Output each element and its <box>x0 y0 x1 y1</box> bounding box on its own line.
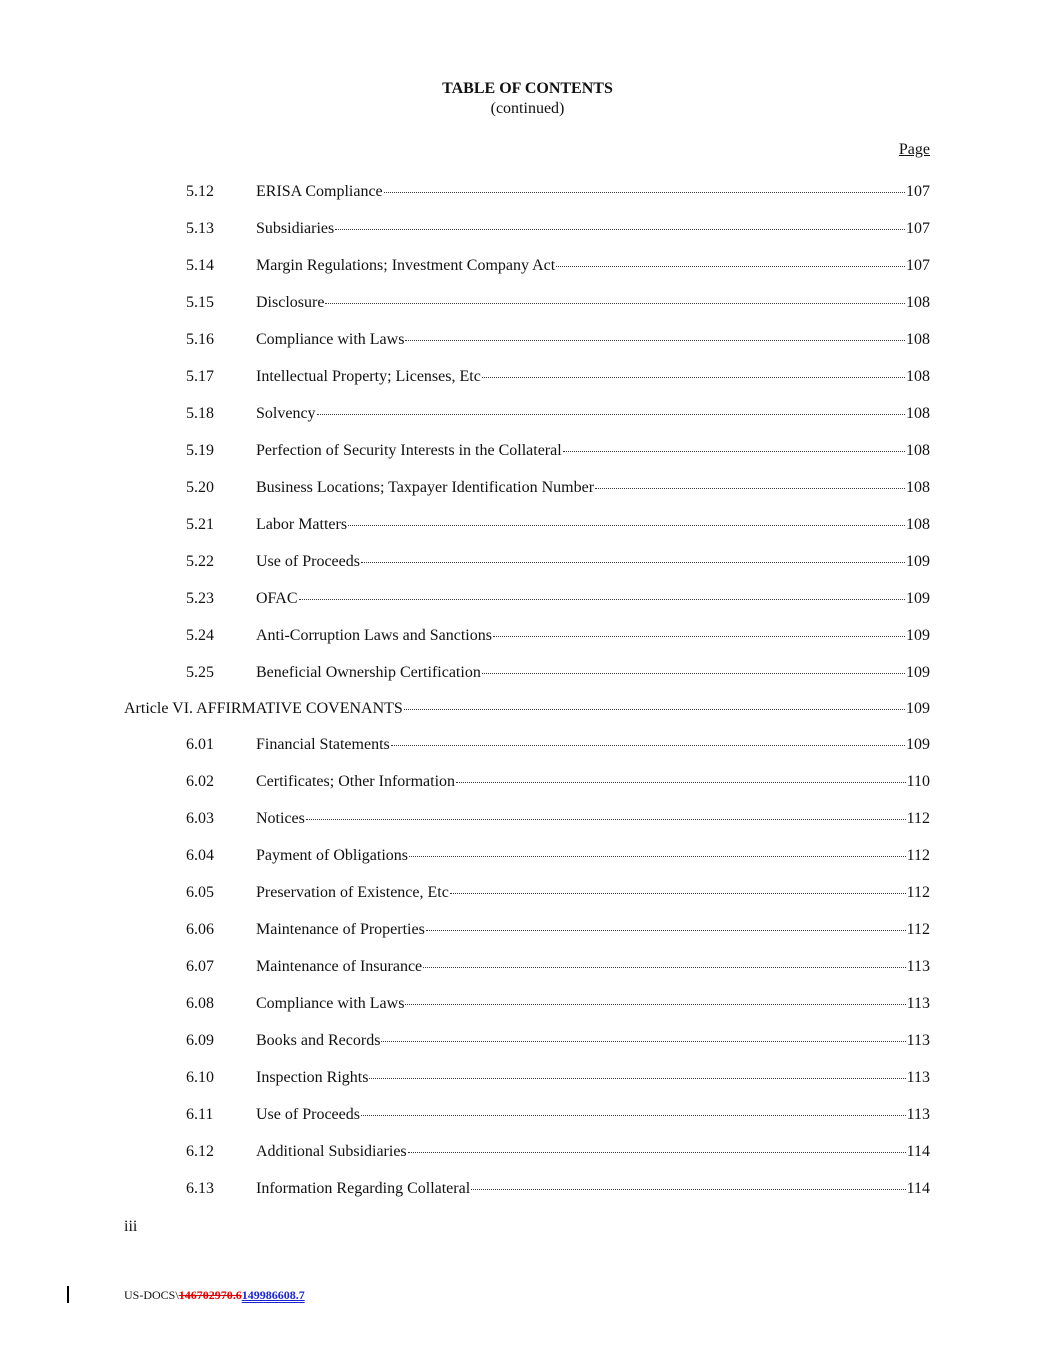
toc-line <box>256 405 930 423</box>
dot-leader <box>426 930 906 931</box>
toc-line <box>256 664 930 682</box>
dot-leader <box>405 340 905 341</box>
document-id <box>124 1288 305 1303</box>
page-number: iii <box>124 1218 138 1235</box>
section-number: 6.04 <box>186 847 214 864</box>
section-number: 5.16 <box>186 331 214 348</box>
toc-article-heading[interactable] <box>0 700 1055 722</box>
doc-id-prefix: US-DOCS\ <box>124 1288 179 1302</box>
dot-leader <box>563 451 905 452</box>
toc-entry[interactable] <box>0 553 1055 575</box>
section-page-number: 109 <box>906 736 930 753</box>
section-title: Preservation of Existence, Etc <box>256 884 449 901</box>
toc-line <box>256 257 930 275</box>
section-title: Disclosure <box>256 294 325 311</box>
toc-entry[interactable] <box>0 257 1055 279</box>
section-page-number: 108 <box>906 294 930 311</box>
section-page-number: 108 <box>906 442 930 459</box>
toc-entry[interactable] <box>0 590 1055 612</box>
doc-id-deleted: 146702970.6 <box>178 1288 242 1302</box>
section-page-number: 112 <box>906 810 930 827</box>
section-title: Certificates; Other Information <box>256 773 456 790</box>
toc-line <box>256 884 930 902</box>
toc-entry[interactable] <box>0 921 1055 943</box>
section-number: 6.10 <box>186 1069 214 1086</box>
section-page-number: 107 <box>906 257 930 274</box>
section-title: Compliance with Laws <box>256 331 405 348</box>
toc-entry[interactable] <box>0 627 1055 649</box>
toc-entry[interactable] <box>0 664 1055 686</box>
section-page-number: 110 <box>906 773 930 790</box>
toc-entry[interactable] <box>0 368 1055 390</box>
section-title: Financial Statements <box>256 736 390 753</box>
section-title: Solvency <box>256 405 316 422</box>
toc-line <box>256 294 930 312</box>
toc-subtitle: (continued) <box>490 100 565 117</box>
section-page-number: 113 <box>906 958 930 975</box>
dot-leader <box>493 636 905 637</box>
section-title: Compliance with Laws <box>256 995 405 1012</box>
section-number: 6.05 <box>186 884 214 901</box>
section-number: 5.14 <box>186 257 214 274</box>
toc-line <box>256 1069 930 1087</box>
toc-entry[interactable] <box>0 479 1055 501</box>
dot-leader <box>299 599 906 600</box>
toc-entry[interactable] <box>0 1106 1055 1128</box>
toc-entry[interactable] <box>0 1180 1055 1202</box>
section-page-number: 107 <box>906 220 930 237</box>
toc-line <box>256 442 930 460</box>
toc-line <box>256 183 930 201</box>
dot-leader <box>471 1189 905 1190</box>
section-page-number: 113 <box>906 1032 930 1049</box>
section-number: 6.13 <box>186 1180 214 1197</box>
section-number: 6.09 <box>186 1032 214 1049</box>
toc-entry[interactable] <box>0 405 1055 427</box>
section-title: Use of Proceeds <box>256 553 360 570</box>
section-number: 6.12 <box>186 1143 214 1160</box>
toc-line <box>256 1106 930 1124</box>
toc-line <box>256 773 930 791</box>
dot-leader <box>409 856 906 857</box>
section-title: Books and Records <box>256 1032 381 1049</box>
toc-line <box>256 1032 930 1050</box>
toc-entry[interactable] <box>0 1143 1055 1165</box>
toc-entry[interactable] <box>0 331 1055 353</box>
dot-leader <box>405 1004 905 1005</box>
section-page-number: 108 <box>906 368 930 385</box>
dot-leader <box>361 562 905 563</box>
section-page-number: 109 <box>906 664 930 681</box>
section-title: Use of Proceeds <box>256 1106 360 1123</box>
toc-entry[interactable] <box>0 736 1055 758</box>
section-number: 5.23 <box>186 590 214 607</box>
section-number: 5.17 <box>186 368 214 385</box>
toc-line <box>256 479 930 497</box>
toc-line <box>256 516 930 534</box>
doc-id-inserted: 149986608.7 <box>241 1288 305 1302</box>
section-number: 6.08 <box>186 995 214 1012</box>
toc-entry[interactable] <box>0 1069 1055 1091</box>
change-bar <box>67 1286 69 1303</box>
dot-leader <box>381 1041 905 1042</box>
section-number: 5.18 <box>186 405 214 422</box>
section-title: Anti-Corruption Laws and Sanctions <box>256 627 492 644</box>
section-number: 6.11 <box>186 1106 214 1123</box>
page-column-label: Page <box>898 141 930 158</box>
section-page-number: 108 <box>906 516 930 533</box>
section-title: Additional Subsidiaries <box>256 1143 407 1160</box>
toc-line <box>256 958 930 976</box>
toc-entry[interactable] <box>0 884 1055 906</box>
toc-entry[interactable] <box>0 442 1055 464</box>
toc-entry[interactable] <box>0 183 1055 205</box>
toc-line <box>256 736 930 754</box>
section-page-number: 109 <box>906 700 930 717</box>
section-page-number: 112 <box>906 847 930 864</box>
dot-leader <box>335 229 905 230</box>
section-title: Article VI. AFFIRMATIVE COVENANTS <box>124 700 403 717</box>
section-number: 5.19 <box>186 442 214 459</box>
section-page-number: 108 <box>906 479 930 496</box>
section-page-number: 108 <box>906 331 930 348</box>
section-page-number: 109 <box>906 590 930 607</box>
toc-entry[interactable] <box>0 810 1055 832</box>
section-page-number: 107 <box>906 183 930 200</box>
dot-leader <box>348 525 905 526</box>
dot-leader <box>361 1115 906 1116</box>
toc-line <box>256 590 930 608</box>
section-page-number: 113 <box>906 1069 930 1086</box>
section-number: 5.20 <box>186 479 214 496</box>
section-title: Perfection of Security Interests in the Collateral <box>256 442 562 459</box>
toc-line <box>256 921 930 939</box>
dot-leader <box>325 303 905 304</box>
dot-leader <box>456 782 906 783</box>
toc-entry[interactable] <box>0 294 1055 316</box>
section-number: 5.13 <box>186 220 214 237</box>
section-number: 5.22 <box>186 553 214 570</box>
section-title: Payment of Obligations <box>256 847 408 864</box>
section-number: 6.01 <box>186 736 214 753</box>
section-page-number: 108 <box>906 405 930 422</box>
dot-leader <box>595 488 905 489</box>
toc-entry[interactable] <box>0 995 1055 1017</box>
toc-line <box>256 331 930 349</box>
section-title: Information Regarding Collateral <box>256 1180 471 1197</box>
section-page-number: 113 <box>906 995 930 1012</box>
toc-line <box>256 995 930 1013</box>
section-page-number: 112 <box>906 884 930 901</box>
dot-leader <box>556 266 905 267</box>
toc-line <box>256 553 930 571</box>
dot-leader <box>369 1078 905 1079</box>
section-page-number: 113 <box>906 1106 930 1123</box>
dot-leader <box>450 893 906 894</box>
section-title: Inspection Rights <box>256 1069 369 1086</box>
section-title: OFAC <box>256 590 298 607</box>
section-title: Maintenance of Properties <box>256 921 425 938</box>
section-number: 5.25 <box>186 664 214 681</box>
toc-line <box>256 1180 930 1198</box>
toc-line <box>256 368 930 386</box>
section-title: Maintenance of Insurance <box>256 958 423 975</box>
toc-entry[interactable] <box>0 847 1055 869</box>
dot-leader <box>391 745 905 746</box>
section-title: Intellectual Property; Licenses, Etc <box>256 368 481 385</box>
toc-entry[interactable] <box>0 220 1055 242</box>
toc-title: TABLE OF CONTENTS <box>442 80 613 97</box>
section-number: 6.06 <box>186 921 214 938</box>
toc-line <box>256 810 930 828</box>
toc-line <box>256 1143 930 1161</box>
dot-leader <box>482 673 905 674</box>
dot-leader <box>384 192 905 193</box>
section-number: 6.02 <box>186 773 214 790</box>
section-page-number: 114 <box>906 1180 930 1197</box>
toc-line <box>124 700 930 718</box>
toc-entry[interactable] <box>0 958 1055 980</box>
dot-leader <box>317 414 905 415</box>
section-page-number: 109 <box>906 553 930 570</box>
section-title: Labor Matters <box>256 516 348 533</box>
section-title: Subsidiaries <box>256 220 335 237</box>
section-number: 5.21 <box>186 516 214 533</box>
toc-entry[interactable] <box>0 516 1055 538</box>
dot-leader <box>482 377 905 378</box>
dot-leader <box>408 1152 906 1153</box>
dot-leader <box>423 967 905 968</box>
section-page-number: 114 <box>906 1143 930 1160</box>
section-title: Margin Regulations; Investment Company Act <box>256 257 556 274</box>
section-title: Beneficial Ownership Certification <box>256 664 481 681</box>
toc-line <box>256 847 930 865</box>
toc-line <box>256 220 930 238</box>
section-number: 6.07 <box>186 958 214 975</box>
section-number: 5.24 <box>186 627 214 644</box>
section-title: Business Locations; Taxpayer Identification Number <box>256 479 595 496</box>
section-page-number: 109 <box>906 627 930 644</box>
toc-entry[interactable] <box>0 773 1055 795</box>
dot-leader <box>306 819 906 820</box>
section-number: 6.03 <box>186 810 214 827</box>
section-number: 5.15 <box>186 294 214 311</box>
section-number: 5.12 <box>186 183 214 200</box>
section-title: Notices <box>256 810 305 827</box>
toc-line <box>256 627 930 645</box>
section-title: ERISA Compliance <box>256 183 383 200</box>
dot-leader <box>404 709 905 710</box>
toc-entry[interactable] <box>0 1032 1055 1054</box>
section-page-number: 112 <box>906 921 930 938</box>
